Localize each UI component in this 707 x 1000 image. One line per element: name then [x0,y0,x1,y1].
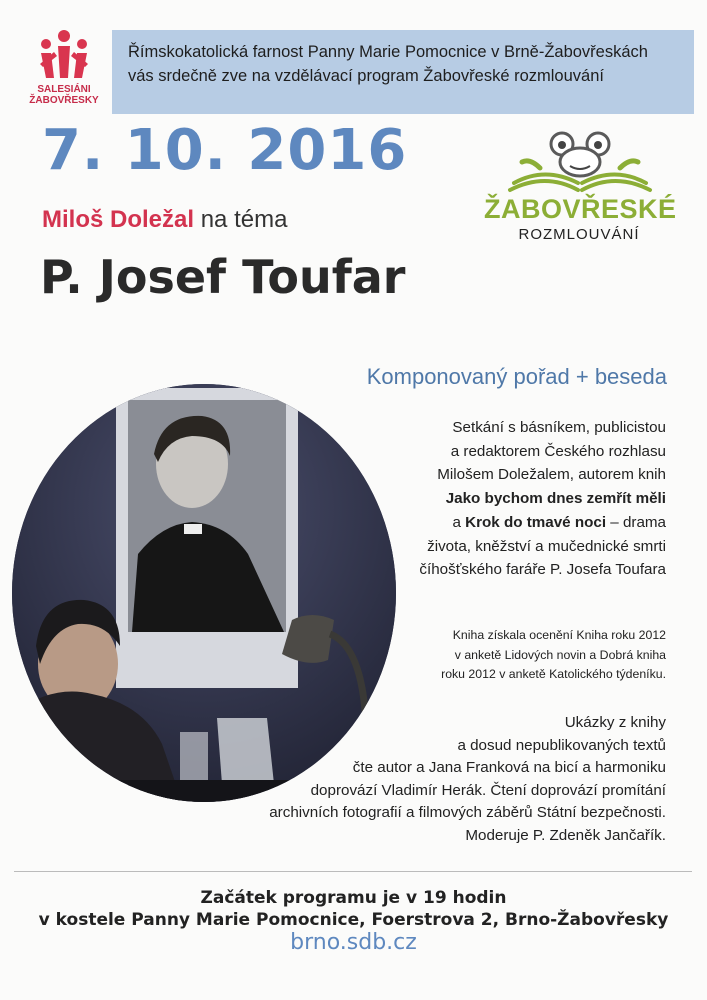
award-note [386,626,666,685]
award-line: roku 2012 v anketě Katolického týdeníku. [441,667,666,681]
logo-text-line1: SALESIÁNI [37,84,91,95]
desc-line: Milošem Doležalem, autorem knih [437,466,666,484]
book-title-2: Krok do tmavé noci [465,513,607,531]
desc-line: Setkání s básníkem, publicistou [452,419,666,436]
program-line: a dosud nepublikovaných textů [457,736,666,754]
program-line: doprovází Vladimír Herák. Čtení doprovází promítání [310,781,666,799]
program-line: čte autor a Jana Franková na bicí a harmoniku [352,759,666,776]
program-line: archivních fotografií a filmových záběrů Státní bezpečnosti. [269,804,666,821]
website-link[interactable]: brno.sdb.cz [290,930,417,955]
program-line: Ukázky z knihy [564,714,666,731]
topic-intro: na téma [200,206,288,233]
event-topic: P. Josef Toufar [40,250,406,304]
award-line: v anketě Lidových novin a Dobrá kniha [454,647,666,662]
start-time: Začátek programu je v 19 hodin [200,888,507,908]
venue-address: v kostele Panny Marie Pomocnice, Foerstrova 2, Brno-Žabovřesky [38,910,669,930]
program-details [266,712,666,847]
award-line: Kniha získala ocenění Kniha roku 2012 [452,628,666,642]
series-logo-title: ŽABOVŘESKÉ [484,194,677,224]
description-main [346,416,666,582]
logo-text-line2: ŽABOVŘESKY [29,95,99,106]
desc-line: života, kněžství a mučednické smrti [427,537,666,555]
speaker-name: Miloš Doležal [42,206,195,233]
event-format: Komponovaný pořad + beseda [366,364,667,389]
speaker-line [42,206,287,234]
desc-line: a redaktorem Českého rozhlasu [450,442,666,460]
salesiani-logo-text [20,84,108,106]
desc-line: číhošťského faráře P. Josefa Toufara [419,561,666,579]
invitation-text [128,40,688,88]
desc-a: a [452,513,466,531]
event-date: 7. 10. 2016 [42,118,408,183]
series-logo-subtitle: ROZMLOUVÁNÍ [518,226,640,243]
frog-book-logo-icon [500,128,660,198]
program-line: Moderuje P. Zdeněk Jančařík. [465,826,666,844]
invitation-line2: vás srdečně zve na vzdělávací program Žabovřeské rozmlouvání [128,67,604,85]
footer-divider [14,871,692,872]
invitation-line1: Římskokatolická farnost Panny Marie Pomocnice v Brně-Žabovřeskách [128,43,648,61]
desc-line [346,511,666,535]
book-title-1: Jako bychom dnes zemřít měli [445,490,666,508]
desc-drama: – drama [606,513,666,531]
